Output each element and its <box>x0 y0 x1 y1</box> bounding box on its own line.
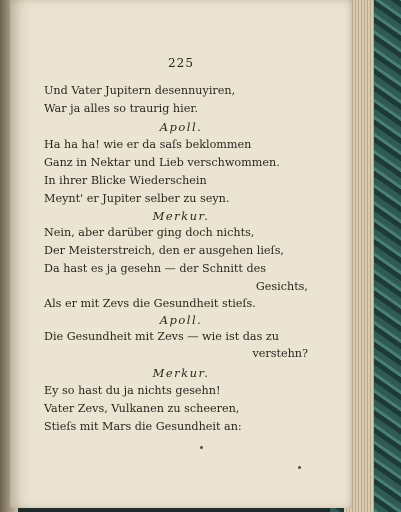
page-number: 225 <box>168 56 194 70</box>
verse-line-continued: verstehn? <box>252 347 308 360</box>
verse-line: Der Meisterstreich, den er ausgehen lieſs, <box>44 244 284 257</box>
ink-speck <box>200 446 203 449</box>
verse-line: Als er mit Zevs die Gesundheit stieſs. <box>44 297 256 310</box>
verse-line: Die Gesundheit mit Zevs — wie ist das zu <box>44 330 279 343</box>
verse-line: Ganz in Nektar und Lieb verschwommen. <box>44 156 280 169</box>
speaker-name: Apoll. <box>159 120 203 134</box>
verse-line-continued: Gesichts, <box>255 280 308 293</box>
verse-line: Und Vater Jupitern desennuyiren, <box>44 84 236 97</box>
verse-line: Nein, aber darüber ging doch nichts, <box>44 226 255 239</box>
verse-line: Vater Zevs, Vulkanen zu scheeren, <box>44 402 240 415</box>
verse-line: Meynt' er Jupiter selber zu seyn. <box>44 192 230 205</box>
verse-line: Da hast es ja gesehn — der Schnitt des <box>44 262 267 275</box>
verse-line: Ey so hast du ja nichts gesehn! <box>44 384 221 397</box>
verse-line: Stieſs mit Mars die Gesundheit an: <box>44 420 242 433</box>
speaker-name: Merkur. <box>152 209 210 223</box>
book-page <box>10 0 352 508</box>
speaker-name: Merkur. <box>152 366 210 380</box>
ink-speck <box>298 466 301 469</box>
verse-line: Ha ha ha! wie er da saſs beklommen <box>44 138 252 151</box>
speaker-name: Apoll. <box>159 313 203 327</box>
verse-line: War ja alles so traurig hier. <box>44 102 199 115</box>
verse-line: In ihrer Blicke Wiederschein <box>44 174 207 187</box>
